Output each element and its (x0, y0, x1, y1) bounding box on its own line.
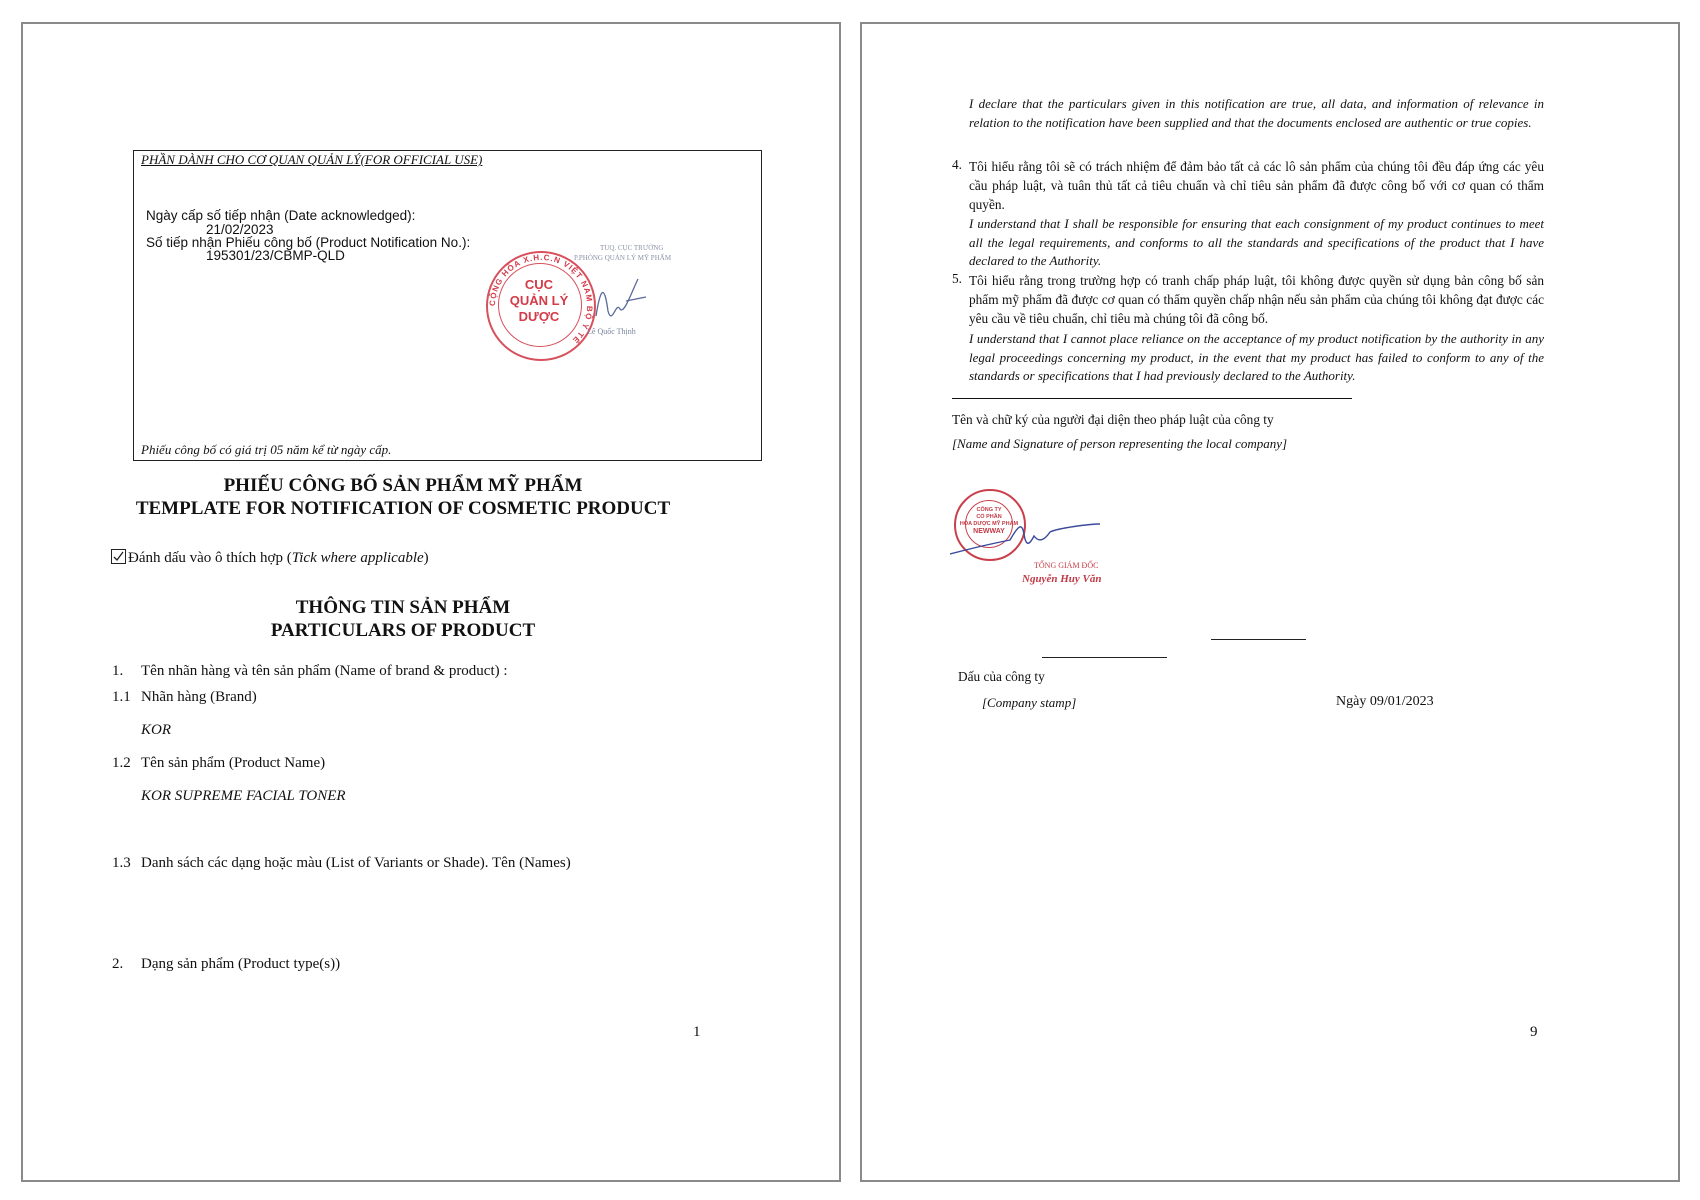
official-use-header: PHẦN DÀNH CHO CƠ QUAN QUẢN LÝ(FOR OFFICIAL USE) (141, 152, 483, 167)
legal-proceedings-text-en: I understand that I cannot place reliance on the acceptance of my product notification by the authority in any legal proceedings concerning my product, in the event that my product has failed to conform to any of the standards or specifications that I had previously declared to the Authority. (969, 331, 1544, 383)
item-number: 5. (952, 271, 962, 286)
date-acknowledged-label: Ngày cấp số tiếp nhận (Date acknowledged): (146, 208, 416, 223)
item-number: 1.1 (112, 689, 131, 705)
tick-label-vi: Đánh dấu vào ô thích hợp ( (128, 550, 292, 566)
title-en: TEMPLATE FOR NOTIFICATION OF COSMETIC PRODUCT (135, 498, 671, 519)
section-title-vi: THÔNG TIN SẢN PHẨM (295, 597, 511, 618)
notification-number-label: Số tiếp nhận Phiếu công bố (Product Notification No.): (146, 235, 471, 250)
official-use-box (133, 150, 762, 461)
item-number: 1.2 (112, 755, 131, 771)
official-seal (486, 251, 596, 361)
seal-line-2: CỔ PHẦN (976, 514, 1002, 520)
responsibility-text-vi: Tôi hiểu rằng tôi sẽ có trách nhiệm để đảm bảo tất cả các lô sản phẩm của chúng tôi đều đáp ứng các yêu cầu pháp luật, và tuân thủ tất cả tiêu chuẩn và chỉ tiêu sản phẩm đã được công bố với cơ quan có thẩm quyền. (969, 159, 1544, 212)
seal-line-3: HÓA DƯỢC MỸ PHẨM (959, 521, 1019, 527)
stamp-line (1042, 657, 1167, 658)
page-number: 1 (693, 1024, 701, 1040)
signer-title: TỔNG GIÁM ĐỐC (1034, 561, 1099, 570)
section-title-en: PARTICULARS OF PRODUCT (270, 620, 536, 641)
item-variants-label: Danh sách các dạng hoặc màu (List of Variants or Shade). Tên (Names) (141, 855, 571, 871)
divider (952, 398, 1352, 399)
seal-center-line-3: DƯỢC (518, 309, 560, 324)
item-product-type-label: Dạng sản phẩm (Product type(s)) (141, 956, 341, 972)
seal-center-line-1: CỤC (524, 277, 554, 292)
item-product-name-label: Tên sản phẩm (Product Name) (141, 755, 326, 771)
signature-line (1211, 639, 1306, 640)
document-page-1 (21, 22, 841, 1182)
signer-name: Nguyễn Huy Văn (1022, 573, 1102, 585)
item-number: 1. (112, 663, 124, 679)
company-stamp-label-vi: Dấu của công ty (958, 669, 1045, 684)
section-title (23, 596, 783, 642)
item-number: 1.3 (112, 855, 131, 871)
checkmark-icon (112, 550, 125, 563)
document-title (23, 474, 783, 520)
official-signature (586, 271, 656, 331)
item-brand-product: Tên nhãn hàng và tên sản phẩm (Name of brand & product) : (141, 663, 508, 679)
item-number: 4. (952, 157, 962, 172)
document-page-9 (860, 22, 1680, 1182)
company-signature (950, 514, 1110, 564)
declaration-text-en: I declare that the particulars given in this notification are true, all data, and information of relevance in relation to the notification have been supplied and that the documents enclosed are authentic or true copies. (969, 96, 1544, 130)
product-name-value: KOR SUPREME FACIAL TONER (141, 788, 346, 804)
svg-text:CỘNG HÒA X.H.C.N VIỆT NAM BỘ Y: CỘNG HÒA X.H.C.N VIỆT NAM BỘ Y TẾ (487, 252, 595, 346)
item-number: 2. (112, 956, 124, 972)
responsibility-text-en: I understand that I shall be responsible for ensuring that each consignment of my product continues to meet all the legal requirements, and conforms to all the standards and specifications of the product that I have declared to the Authority. (969, 216, 1544, 268)
item-brand-label: Nhãn hàng (Brand) (141, 689, 257, 705)
company-stamp-label-en: [Company stamp] (982, 695, 1077, 710)
title-vi: PHIẾU CÔNG BỐ SẢN PHẨM MỸ PHẨM (223, 475, 583, 496)
official-signer-name: Lê Quốc Thịnh (587, 327, 636, 336)
date-acknowledged-value: 21/02/2023 (206, 222, 274, 237)
checkbox[interactable] (111, 549, 126, 564)
seal-line-1: CÔNG TY (976, 507, 1002, 513)
tick-instruction: Đánh dấu vào ô thích hợp ( Tick where applicable ) (111, 550, 429, 567)
page-number: 9 (1530, 1024, 1538, 1040)
authorization-text: TUQ. CỤC TRƯỞNG P.PHÒNG QUẢN LÝ MỸ PHẨM (574, 244, 672, 262)
signing-date: Ngày 09/01/2023 (1336, 694, 1434, 709)
seal-center-line-2: QUẢN LÝ (509, 293, 569, 308)
validity-note: Phiếu công bố có giá trị 05 năm kể từ ngày cấp. (141, 442, 392, 457)
representative-label-vi: Tên và chữ ký của người đại diện theo pháp luật của công ty (952, 412, 1274, 427)
representative-label-en: [Name and Signature of person representing the local company] (952, 436, 1288, 451)
brand-value: KOR (141, 722, 171, 738)
tick-label-en: Tick where applicable (291, 550, 424, 566)
notification-number-value: 195301/23/CBMP-QLD (206, 248, 345, 263)
legal-proceedings-text-vi: Tôi hiểu rằng trong trường hợp có tranh chấp pháp luật, tôi không được quyền sử dụng bản công bố sản phẩm mỹ phẩm đã được cơ quan có thẩm quyền chấp nhận nếu sản phẩm của chúng tôi không đạt được các yêu cầu về tiêu chuẩn, chỉ tiêu mà chúng tôi đã công bố. (969, 273, 1544, 326)
seal-line-4: NEWWAY (973, 528, 1005, 535)
